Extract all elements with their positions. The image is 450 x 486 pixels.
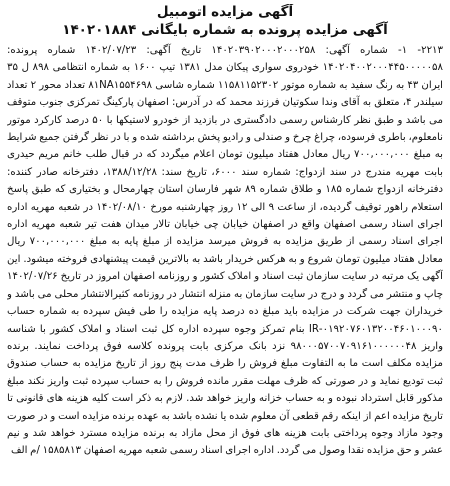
- notice-title: آگهی مزایده اتومبیل: [156, 4, 294, 20]
- auction-notice: [7, 4, 443, 478]
- notice-body-text: ۲۲۱۳- ۱- شماره آگهی: ۱۴۰۲۰۳۹۰۲۰۰۰۲۰۰۰۲۵۸ تاریخ آگهی: ۱۴۰۲/۰۷/۲۳ شماره پرونده: ۱۴۰۲۰۴۰۰۲۰۰۰۴۴۵۰۰۰۰۰۵۸ خودروی سواری پیکان مدل ۱۳۸۱ تیپ ۱۶۰۰ به شماره انتظامی ۸۹۸ ل ۳۵ ایران ۴۳ به رنگ سفید به شماره موتور ۱۱۵۸۱۱۵۲۳۰۲ شماره شاسی ۸۱NA۱۵۵۴۶۹۸ تعداد محور ۲ تعداد سیلندر ۴، متعلق به آقای وندا سکوتیان فرزند محمد که در آدرس: اصفهان پارکینگ تمرکزی جنوب متوقف می باشد و طبق نظر کارشناس رسمی دادگستری در بازدید از خودرو لاستیکها با ۵۰ درصد کارکرد موتور نامعلوم، باطری فرسوده، چراغ چرخ و صندلی و رادیو پخش برداشته شده و با در نظر گرفتن جمیع شرایط به مبلغ ۷۰۰,۰۰۰,۰۰۰ ریال معادل هفتاد میلیون تومان اعلام میگردد که در قبال طلب خانم مریم حیدری بابت مهریه مندرج در سند ازدواج: شماره سند ۶۰۰۰، تاریخ سند: ۱۳۸۸/۱۲/۲۸، دفترخانه صادر کننده: دفترخانه ازدواج شماره ۱۸۵ و طلاق شماره ۸۹ شهر فارسان استان چهارمحال و بختیاری که طبق پاسخ استعلام راهور توقیف گردیده، از ساعت ۹ الی ۱۲ روز چهارشنبه مورخ ۱۴۰۲/۰۸/۱۰ در شعبه مهریه اداره اجرای اسناد رسمی اصفهان واقع در اصفهان خیابان چی خیابان تالار میدان هفت تیر شعبه مهریه اداره اجرای اسناد رسمی از طریق مزایده به فروش میرسد مزایده از مبلغ پایه به مبلغ ۷۰۰,۰۰۰,۰۰۰ ریال معادل هفتاد میلیون تومان شروع و به هرکس خریدار باشد به بالاترین قیمت پیشنهادی فروخته میشود. این آگهی یک مرتبه در سایت سازمان ثبت اسناد و املاک کشور و روزنامه اصفهان امروز در تاریخ ۱۴۰۲/۰۷/۲۶ چاپ و منتشر می گردد و درج در سایت سازمان به منزله انتشار در روزنامه کثیرالانتشار محلی می باشد و خریداران جهت شرکت در مزایده باید مبلغ ده درصد پایه مزایده را طی فیش سپرده به شماره حساب ۰۱۹۲۰۷۶۰۱۳۲۰۰۴۶۰۱۰۰۰۹۰-IR بنام تمرکز وجوه سپرده اداره کل ثبت اسناد و املاک کشور با شناسه واریز ۹۸۰۰۰۵۷۰۰۷۰۹۱۶۱۰۰۰۰۰۰۴۸ نزد بانک مرکزی بابت پرونده کلاسه فوق پرداخت نمایند. برنده مزایده مکلف است ما به التفاوت مبلغ فروش را ظرف مدت پنج روز از تاریخ مزایده به حساب صندوق ثبت تودیع نماید و در صورتی که ظرف مهلت مقرر مانده فروش را به حساب سپرده ثبت واریز نکند مبلغ مذکور قابل استرداد نبوده و به حساب خزانه واریز خواهد شد. لازم به ذکر است کلیه هزینه های قانونی تا تاریخ مزایده اعم از اینکه رقم قطعی آن معلوم شده یا نشده باشد به عهده برنده مزایده است و در صورت وجود مازاد وجوه پرداختی بابت هزینه های فوق از محل مازاد به برنده مزایده مسترد خواهد شد و نیم عشر و حق مزایده نقدا وصول می گردد. اداره اجرای اسناد رسمی شعبه مهریه اصفهان ۱۵۸۵۸۱۳ /م الف: [7, 45, 443, 457]
- notice-subtitle: آگهی مزایده پرونده به شماره بایگانی ۱۴۰۲۰۱۸۸۴: [62, 22, 388, 38]
